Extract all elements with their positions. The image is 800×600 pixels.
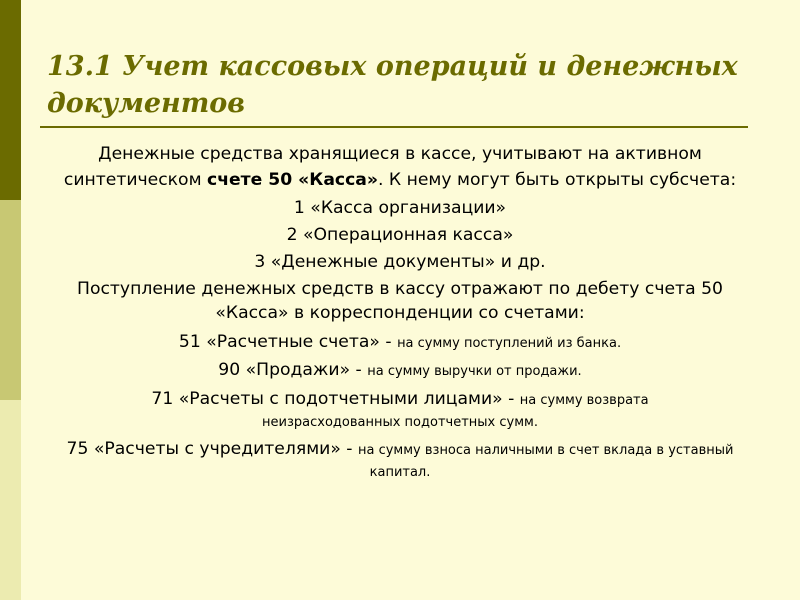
entry-account: 71 «Расчеты с подотчетными лицами» - <box>151 389 520 409</box>
entry-account: 75 «Расчеты с учредителями» - <box>66 439 358 459</box>
entry-account: 51 «Расчетные счета» - <box>178 332 398 352</box>
intro-text-2: . К нему могут быть открыты субсчета: <box>378 170 737 190</box>
left-sidebar-band <box>0 0 21 600</box>
sidebar-segment-light <box>0 400 21 600</box>
entry-note: на сумму возврата неизрасходованных подотчетных сумм. <box>262 393 649 430</box>
subaccount-item: 3 «Денежные документы» и др. <box>254 252 546 272</box>
sidebar-segment-mid <box>0 200 21 400</box>
intro-text-1: Денежные средства хранящиеся в кассе, учитывают на активном синтетическом <box>63 144 702 190</box>
entry-note: на сумму поступлений из банка. <box>397 336 622 351</box>
intro-paragraph <box>30 141 770 193</box>
receipt-paragraph: Поступление денежных средств в кассу отражают по дебету счета 50 «Касса» в корреспонденции со счетами: <box>77 279 723 323</box>
intro-bold-account: счете 50 «Касса» <box>207 170 378 190</box>
entry-note: на сумму выручки от продажи. <box>367 364 582 379</box>
entry-line <box>30 357 770 385</box>
slide-body <box>30 141 770 483</box>
subaccount-item: 1 «Касса организации» <box>293 198 507 218</box>
entry-line <box>30 439 770 483</box>
subaccount-item: 2 «Операционная касса» <box>286 225 514 245</box>
entry-note: на сумму взноса наличными в счет вклада в уставный капитал. <box>357 443 734 480</box>
sidebar-segment-dark <box>0 0 21 200</box>
entry-account: 90 «Продажи» - <box>218 360 368 380</box>
entry-line <box>30 329 770 357</box>
slide-title: 13.1 Учет кассовых операций и денежных документов <box>47 51 738 119</box>
title-divider <box>40 126 748 128</box>
entry-line <box>30 389 770 433</box>
